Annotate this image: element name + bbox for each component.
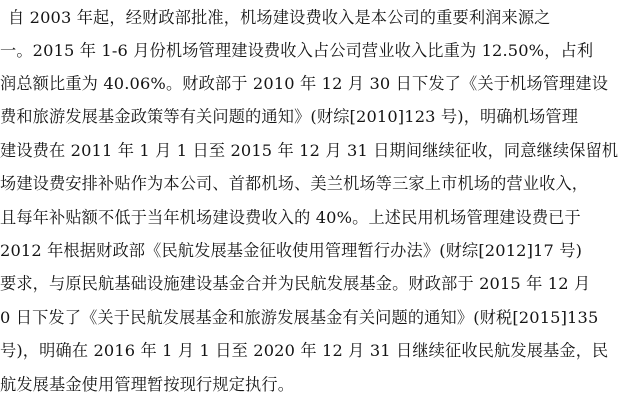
text-line-10: 0 日下发了《关于民航发展基金和旅游发展基金有关问题的通知》(财税[2015]135 [0, 308, 599, 327]
text-line-1: 自 2003 年起，经财政部批准，机场建设费收入是本公司的重要利润来源之 [8, 8, 551, 27]
text-line-3: 润总额比重为 40.06%。财政部于 2010 年 12 月 30 日下发了《关于机场管理建设 [0, 74, 609, 93]
text-line-4: 费和旅游发展基金政策等有关问题的通知》(财综[2010]123 号)，明确机场管理 [0, 107, 579, 126]
text-line-7: 且每年补贴额不低于当年机场建设费收入的 40%。上述民用机场管理建设费已于 [0, 208, 581, 227]
text-line-9: 要求，与原民航基础设施建设基金合并为民航发展基金。财政部于 2015 年 12 月 [0, 274, 591, 293]
text-line-12: 航发展基金使用管理暂按现行规定执行。 [0, 375, 295, 394]
text-line-8: 2012 年根据财政部《民航发展基金征收使用管理暂行办法》(财综[2012]17 号) [0, 241, 583, 260]
text-line-2: 一。2015 年 1-6 月份机场管理建设费收入占公司营业收入比重为 12.50%，占利 [0, 41, 594, 60]
text-line-5: 建设费在 2011 年 1 月 1 日至 2015 年 12 月 31 日期间继续征收，同意继续保留机 [0, 141, 619, 160]
text-line-11: 号)，明确在 2016 年 1 月 1 日至 2020 年 12 月 31 日继续征收民航发展基金，民 [0, 341, 609, 360]
text-line-6: 场建设费安排补贴作为本公司、首都机场、美兰机场等三家上市机场的营业收入， [0, 174, 589, 193]
